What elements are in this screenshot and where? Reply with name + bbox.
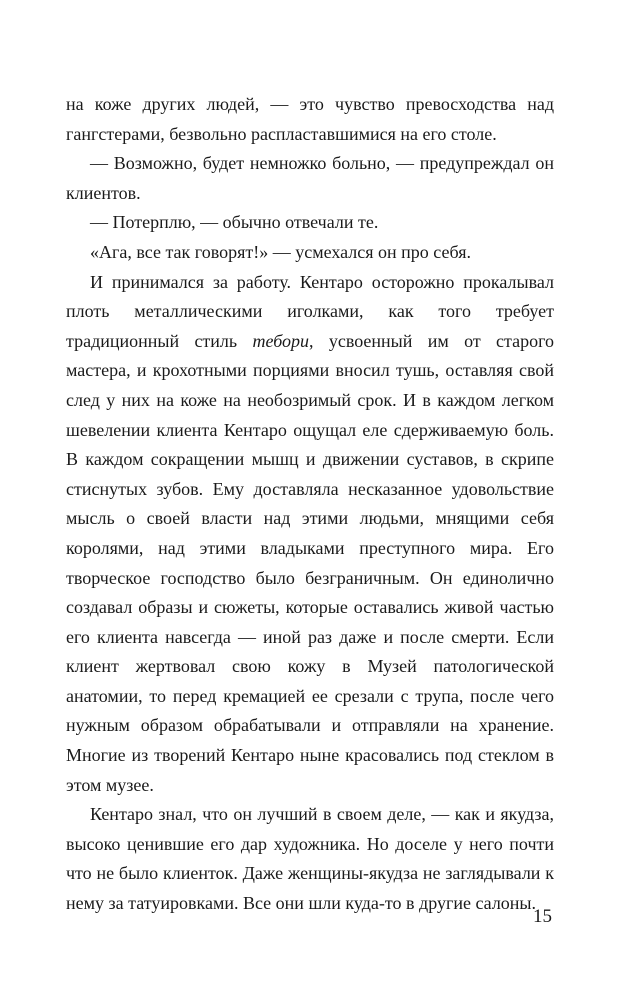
page-number: 15 — [533, 906, 552, 927]
paragraph-thought: «Ага, все так говорят!» — усмехался он про себя. — [90, 241, 471, 262]
paragraph-continuation: на коже других людей, — это чувство превосходства над гангстерами, безвольно распластавшимися на его столе. — [66, 94, 554, 144]
paragraph-work-part-1: И принимался за работу. Кентаро осторожно прокалывал плоть металлическими иголками, как того требует традиционный стиль — [66, 271, 554, 351]
paragraph-dialogue-2: — Потерплю, — обычно отвечали те. — [90, 212, 379, 233]
paragraph-clients: Кентаро знал, что он лучший в своем деле, — как и якудза, высоко ценившие его дар художника. Но доселе у него почти что не было клиенток. Даже женщины-якудза не заглядывали к нему за татуировками. Все они шли куда-то в другие салоны. — [66, 804, 554, 914]
paragraph-dialogue-1: — Возможно, будет немножко больно, — предупреждал он клиентов. — [66, 153, 554, 203]
page-text — [66, 90, 554, 919]
italic-term-tebori: тебори — [252, 330, 310, 351]
paragraph-work — [66, 268, 554, 801]
paragraph-work-part-2: , усвоенный им от старого мастера, и крохотными порциями вносил тушь, оставляя свой след у них на коже на необозримый срок. И в каждом легком шевелении клиента Кентаро ощущал еле сдерживаемую боль. В каждом сокращении мышц и движении суставов, в скрипе стиснутых зубов. Ему доставляла несказанное удовольствие мысль о своей власти над этими людьми, мнящими себя королями, над этими владыками преступного мира. Его творческое господство было безграничным. Он единолично создавал образы и сюжеты, которые оставались живой частью его клиента навсегда — иной раз даже и после смерти. Если клиент жертвовал свою кожу в Музей патологической анатомии, то перед кремацией ее срезали с трупа, после чего нужным образом обрабатывали и отправляли на хранение. Многие из творений Кентаро ныне красовались под стеклом в этом музее. — [66, 330, 555, 795]
